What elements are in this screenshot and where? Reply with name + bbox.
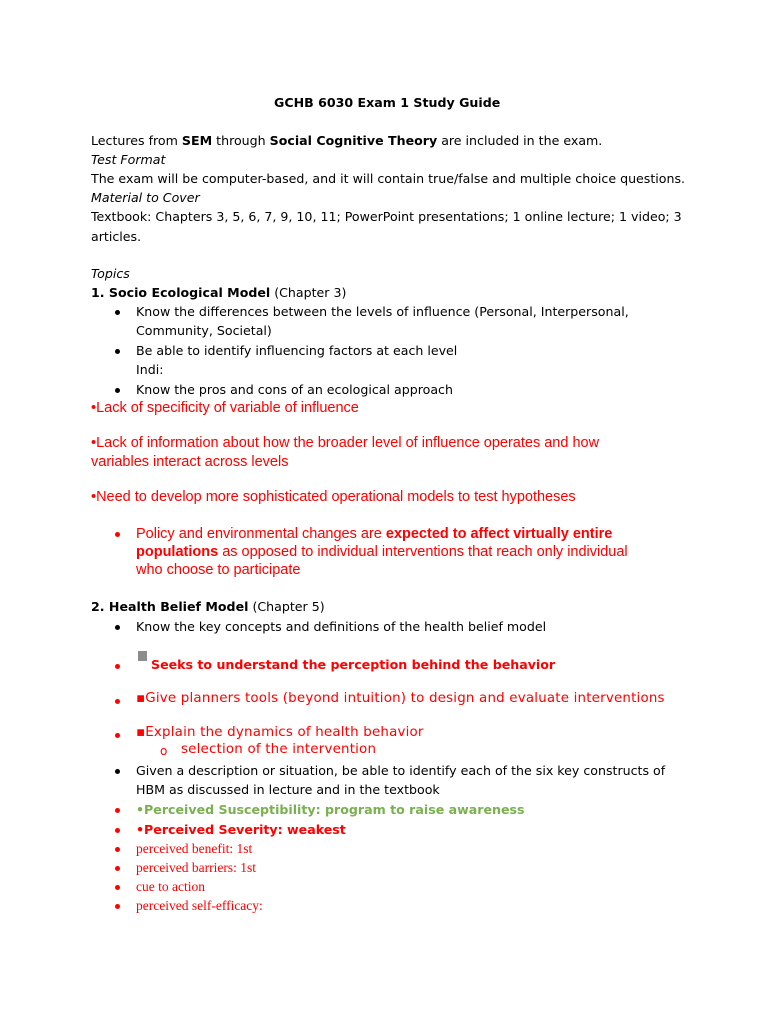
sem-bullet-levels-line2: Community, Societal): [136, 323, 272, 338]
test-format-text: The exam will be computer-based, and it will contain true/false and multiple choice questions.: [91, 171, 686, 186]
bullet-icon: [115, 885, 120, 890]
bullet-icon: [115, 349, 120, 354]
hbm-note-perception: [138, 649, 149, 665]
topics-heading: Topics: [91, 266, 130, 281]
hbm-bullet-concepts: Know the key concepts and definitions of the health belief model: [136, 619, 547, 634]
hbm-note-dynamics: ▪Explain the dynamics of health behavior: [136, 725, 424, 740]
bullet-icon: [115, 866, 120, 871]
policy-text-a: Policy and environmental changes are: [136, 526, 386, 542]
sem-note-policy-line1: [136, 525, 612, 543]
hbm-heading: [91, 599, 325, 615]
bullet-icon: [115, 828, 120, 833]
sub-bullet-marker: o: [160, 744, 168, 758]
intro-post: are included in the exam.: [437, 133, 603, 148]
hbm-bullet-constructs-line1: Given a description or situation, be able to identify each of the six key constructs of: [136, 763, 666, 778]
bullet-icon: [115, 310, 120, 315]
bullet-icon: [115, 808, 120, 813]
bullet-icon: [115, 664, 120, 669]
hbm-construct-barriers: perceived barriers: 1st: [136, 860, 256, 875]
sem-bullet-factors-cont: Indi:: [136, 362, 164, 377]
hbm-bullet-constructs-line2: HBM as discussed in lecture and in the textbook: [136, 782, 440, 797]
intro-mid: through: [212, 133, 270, 148]
bullet-icon: [115, 699, 120, 704]
test-format-heading: Test Format: [91, 152, 166, 167]
sem-note-policy-line2: [136, 543, 628, 561]
material-text-line1: Textbook: Chapters 3, 5, 6, 7, 9, 10, 11; PowerPoint presentations; 1 online lecture; 1 video; 3: [91, 209, 682, 224]
sem-note-information-line2: variables interact across levels: [91, 454, 289, 470]
hbm-construct-susceptibility: •Perceived Susceptibility: program to raise awareness: [136, 802, 525, 817]
hbm-note-planners: ▪Give planners tools (beyond intuition) to design and evaluate interventions: [136, 691, 665, 706]
policy-text-b: expected to affect virtually entire: [385, 526, 613, 542]
sem-bullet-levels-line1: Know the differences between the levels of influence (Personal, Interpersonal,: [136, 304, 629, 319]
bullet-icon: [115, 388, 120, 393]
bullet-icon: [115, 625, 120, 630]
square-icon: [138, 651, 147, 661]
hbm-note-perception-text: Seeks to understand the perception behind the behavior: [151, 657, 556, 672]
bullet-icon: [115, 769, 120, 774]
hbm-heading-chapter: (Chapter 5): [248, 599, 325, 614]
page-title: GCHB 6030 Exam 1 Study Guide: [274, 95, 501, 110]
sem-heading: [91, 285, 346, 301]
sem-heading-bold: 1. Socio Ecological Model: [91, 285, 271, 300]
policy-text-c: populations: [136, 544, 219, 560]
hbm-note-selection: selection of the intervention: [181, 742, 377, 757]
bullet-icon: [115, 532, 120, 537]
hbm-construct-cue: cue to action: [136, 879, 205, 894]
intro-sem: SEM: [181, 133, 213, 148]
sem-note-policy-line3: who choose to participate: [136, 562, 301, 578]
sem-note-models: •Need to develop more sophisticated operational models to test hypotheses: [91, 489, 576, 505]
intro-pre: Lectures from: [91, 133, 182, 148]
material-text-line2: articles.: [91, 229, 142, 244]
sem-heading-chapter: (Chapter 3): [270, 285, 347, 300]
hbm-heading-bold: 2. Health Belief Model: [91, 599, 249, 614]
hbm-construct-severity: •Perceived Severity: weakest: [136, 822, 346, 837]
material-heading: Material to Cover: [91, 190, 200, 205]
hbm-construct-self-efficacy: perceived self-efficacy:: [136, 898, 263, 913]
sem-note-specificity: •Lack of specificity of variable of influence: [91, 400, 359, 416]
sem-bullet-proscons: Know the pros and cons of an ecological approach: [136, 382, 453, 397]
intro-sct: Social Cognitive Theory: [269, 133, 438, 148]
bullet-icon: [115, 904, 120, 909]
policy-text-d: as opposed to individual interventions that reach only individual: [218, 544, 628, 560]
sem-bullet-factors: Be able to identify influencing factors at each level: [136, 343, 458, 358]
bullet-icon: [115, 733, 120, 738]
intro-line: [91, 133, 602, 149]
hbm-construct-benefit: perceived benefit: 1st: [136, 841, 253, 856]
bullet-icon: [115, 847, 120, 852]
sem-note-information-line1: •Lack of information about how the broader level of influence operates and how: [91, 435, 600, 451]
